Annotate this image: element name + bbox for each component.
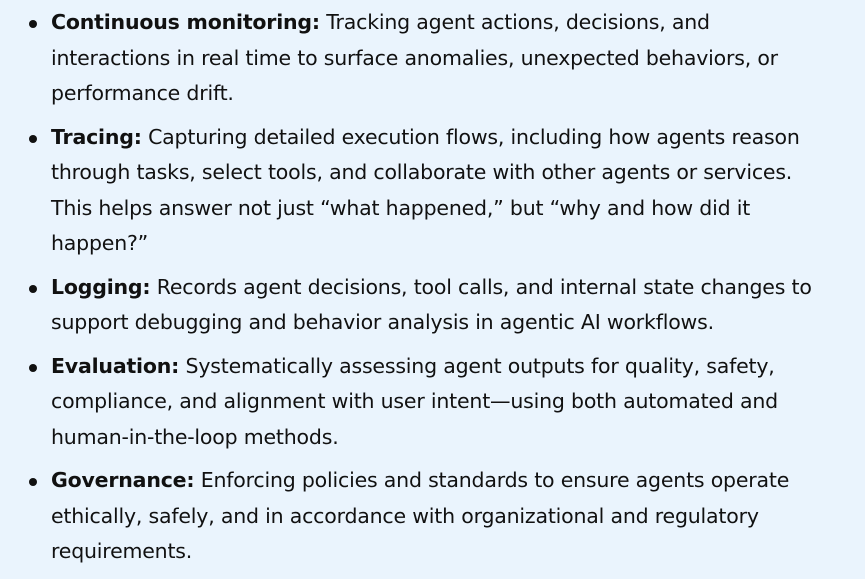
item-term: Continuous monitoring: xyxy=(51,10,320,34)
item-term: Tracing: xyxy=(51,124,142,149)
item-description: Capturing detailed execution flows, including how agents reason through tasks, select tools, and collaborate with other agents or services. This helps answer not just “what happened,” but “why and how did it happen?” xyxy=(51,124,800,255)
item-term: Governance: xyxy=(51,468,195,492)
item-term: Evaluation: xyxy=(51,353,180,378)
bullet-dot-icon xyxy=(29,135,37,143)
item-description: Records agent decisions, tool calls, and internal state changes to support debugging and behavior analysis in agentic AI workflows. xyxy=(51,274,812,334)
item-description: Systematically assessing agent outputs for quality, safety, compliance, and alignment with user intent—using both automated and human-in-the-loop methods. xyxy=(51,353,778,449)
bullet-dot-icon xyxy=(29,364,37,372)
bullet-dot-icon xyxy=(29,20,37,28)
item-term: Logging: xyxy=(51,274,151,299)
item-description: Enforcing policies and standards to ensure agents operate ethically, safely, and in accordance with organizational and regulatory requirements. xyxy=(51,468,790,563)
list-item-continuous-monitoring xyxy=(27,5,835,112)
list-item-logging xyxy=(27,270,835,341)
list-item-governance xyxy=(27,463,835,570)
bullet-dot-icon xyxy=(29,478,37,486)
list-item-tracing xyxy=(27,120,835,262)
list-item-evaluation xyxy=(27,349,835,456)
item-description: Tracking agent actions, decisions, and interactions in real time to surface anomalies, unexpected behaviors, or performance drift. xyxy=(51,10,778,105)
bullet-dot-icon xyxy=(29,285,37,293)
